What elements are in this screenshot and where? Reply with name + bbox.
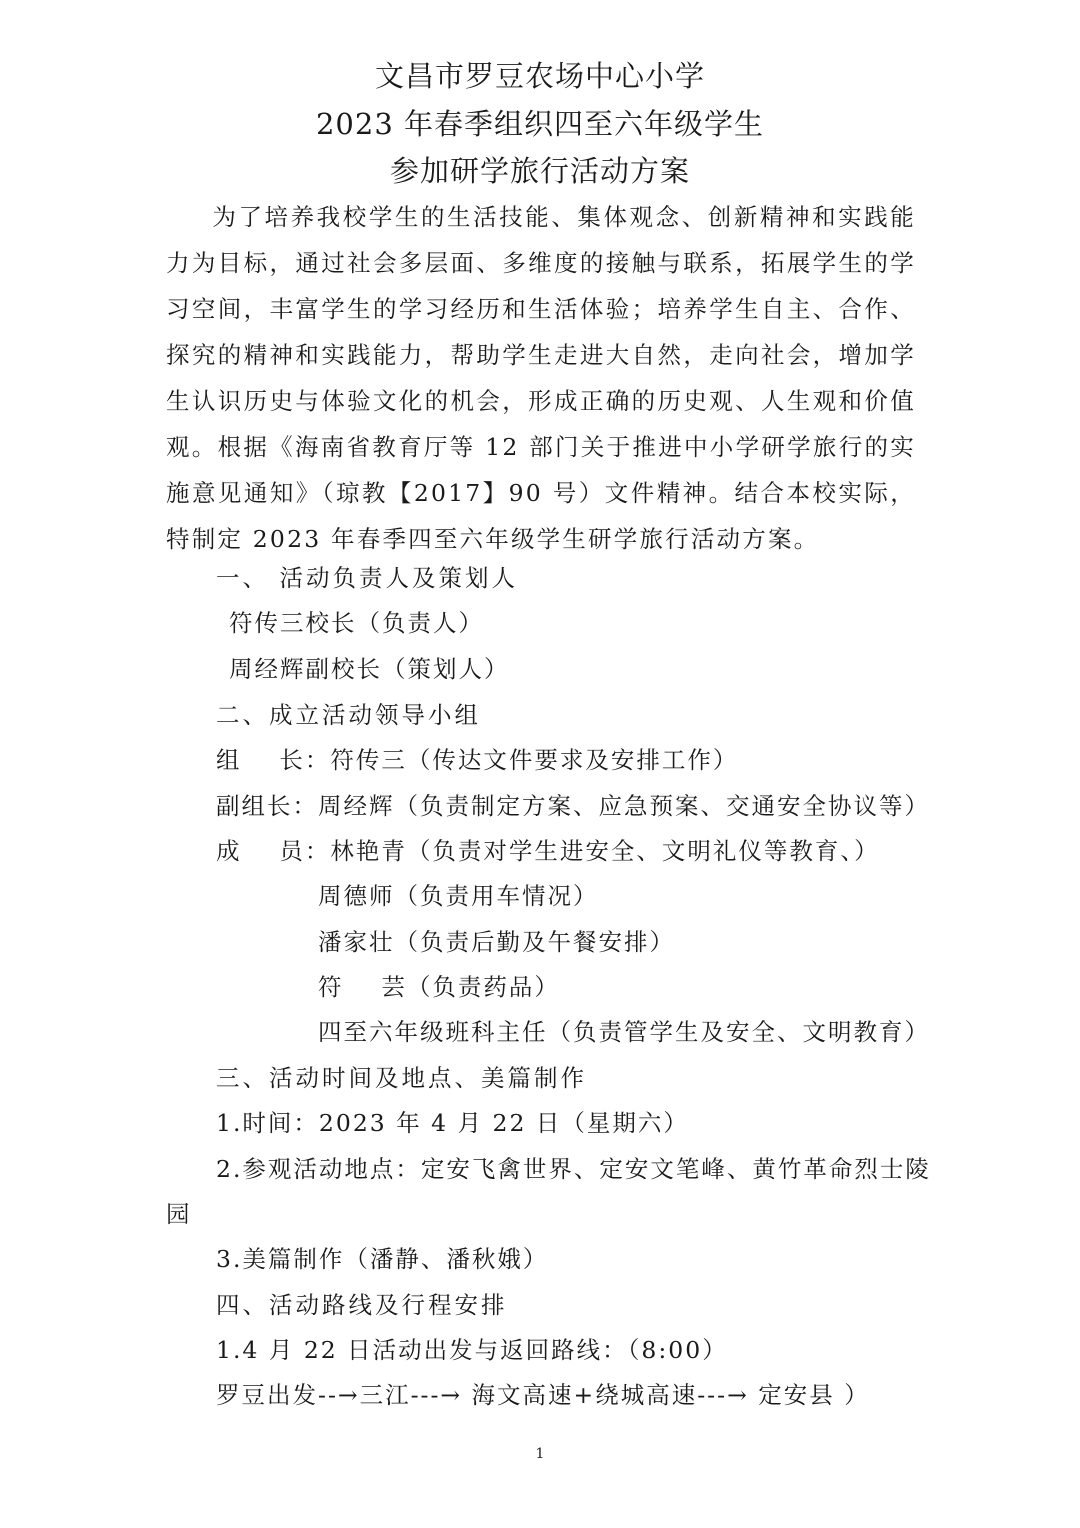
section-2-deputy: 副组长：周经辉（负责制定方案、应急预案、交通安全协议等） [216,792,930,820]
section-4-heading: 四、活动路线及行程安排 [216,1291,508,1319]
section-2-member: 潘家壮（负责后勤及午餐安排） [318,928,675,956]
page-number: 1 [535,1446,545,1462]
section-4-route: 罗豆出发--→三江---→ 海文高速+绕城高速---→ 定安县 ） [216,1381,870,1409]
title-activity-plan: 参加研学旅行活动方案 [389,154,690,188]
section-3-heading: 三、活动时间及地点、美篇制作 [216,1064,587,1092]
section-3-location-continued: 园 [166,1200,192,1228]
intro-text: 为了培养我校学生的生活技能、集体观念、创新精神和实践能力为目标，通过社会多层面、多维度的接触与联系，拓展学生的学习空间，丰富学生的学习经历和生活体验；培养学生自主、合作、探究的精神和实践能力，帮助学生走进大自然，走向社会，增加学生认识历史与体验文化的机会，形成正确的历史观、人生观和价值观。根据《海南省教育厅等 12 部门关于推进中小学研学旅行的实施意见通知》（琼教【2017】90 号）文件精神。结合本校实际，特制定 2023 年春季四至六年级学生研学旅行活动方案。 [166,203,916,553]
section-4-departure: 1.4 月 22 日活动出发与返回路线：（8:00） [216,1336,728,1364]
section-2-heading: 二、成立活动领导小组 [216,701,481,729]
intro-paragraph [166,194,916,562]
section-2-member: 四至六年级班科主任（负责管学生及安全、文明教育） [318,1018,930,1046]
section-1-heading: 一、 活动负责人及策划人 [216,564,518,592]
section-2-member: 周德师（负责用车情况） [318,882,599,910]
title-grade-line: 2023 年春季组织四至六年级学生 [315,107,765,141]
section-1-item-principal: 符传三校长（负责人） [229,609,484,637]
section-1-item-vice-principal: 周经辉副校长（策划人） [229,655,510,683]
section-2-member: 符 芸（负责药品） [318,973,560,1001]
section-2-leader: 组 长：符传三（传达文件要求及安排工作） [216,746,739,774]
section-3-meipian: 3.美篇制作（潘静、潘秋娥） [216,1245,549,1273]
title-school-name: 文昌市罗豆农场中心小学 [374,59,705,93]
section-3-location: 2.参观活动地点：定安飞禽世界、定安文笔峰、黄竹革命烈士陵 [216,1155,931,1183]
section-3-time: 1.时间：2023 年 4 月 22 日（星期六） [216,1109,689,1137]
section-2-members-first: 成 员：林艳青（负责对学生进安全、文明礼仪等教育、） [216,837,880,865]
